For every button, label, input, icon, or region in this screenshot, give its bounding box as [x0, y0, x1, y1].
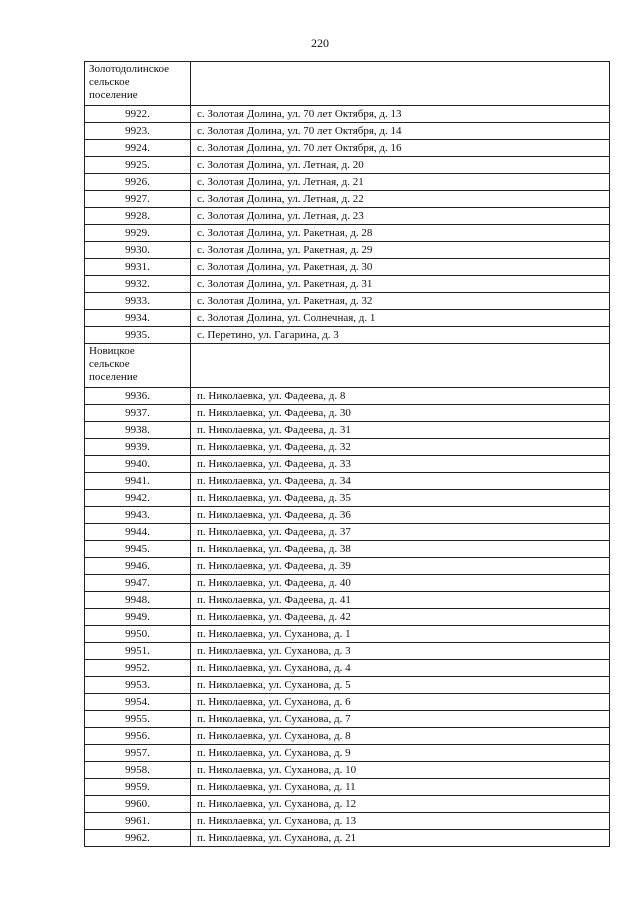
row-address: п. Николаевка, ул. Фадеева, д. 8 — [191, 388, 610, 405]
table-body — [85, 62, 610, 847]
table-row — [85, 507, 610, 524]
row-address: с. Перетино, ул. Гагарина, д. 3 — [191, 327, 610, 344]
row-address: п. Николаевка, ул. Фадеева, д. 42 — [191, 609, 610, 626]
row-number: 9958. — [85, 762, 191, 779]
row-address: п. Николаевка, ул. Суханова, д. 12 — [191, 796, 610, 813]
row-address: с. Золотая Долина, ул. Ракетная, д. 32 — [191, 293, 610, 310]
row-number: 9934. — [85, 310, 191, 327]
table-row — [85, 490, 610, 507]
row-number: 9931. — [85, 259, 191, 276]
table-row — [85, 208, 610, 225]
row-address: с. Золотая Долина, ул. Ракетная, д. 28 — [191, 225, 610, 242]
row-address: п. Николаевка, ул. Фадеева, д. 34 — [191, 473, 610, 490]
row-number: 9938. — [85, 422, 191, 439]
table-row — [85, 473, 610, 490]
row-number: 9959. — [85, 779, 191, 796]
row-number: 9946. — [85, 558, 191, 575]
row-number: 9937. — [85, 405, 191, 422]
row-address: с. Золотая Долина, ул. Солнечная, д. 1 — [191, 310, 610, 327]
table-row — [85, 388, 610, 405]
row-number: 9925. — [85, 157, 191, 174]
row-address: с. Золотая Долина, ул. 70 лет Октября, д. 13 — [191, 106, 610, 123]
row-address: п. Николаевка, ул. Фадеева, д. 41 — [191, 592, 610, 609]
table-row — [85, 140, 610, 157]
row-number: 9928. — [85, 208, 191, 225]
table-row — [85, 276, 610, 293]
table-row — [85, 779, 610, 796]
row-number: 9932. — [85, 276, 191, 293]
row-address: п. Николаевка, ул. Суханова, д. 1 — [191, 626, 610, 643]
table-row — [85, 456, 610, 473]
row-number: 9922. — [85, 106, 191, 123]
table-row — [85, 106, 610, 123]
row-number: 9940. — [85, 456, 191, 473]
row-number: 9957. — [85, 745, 191, 762]
row-address: п. Николаевка, ул. Суханова, д. 10 — [191, 762, 610, 779]
table-row — [85, 157, 610, 174]
row-number: 9950. — [85, 626, 191, 643]
row-number: 9939. — [85, 439, 191, 456]
table-row — [85, 626, 610, 643]
table-row — [85, 711, 610, 728]
row-number: 9941. — [85, 473, 191, 490]
row-number: 9948. — [85, 592, 191, 609]
row-address: п. Николаевка, ул. Фадеева, д. 37 — [191, 524, 610, 541]
table-row — [85, 242, 610, 259]
section-empty-cell — [191, 344, 610, 388]
table-row — [85, 762, 610, 779]
section-name: Новицкое сельское поселение — [85, 344, 191, 388]
row-number: 9929. — [85, 225, 191, 242]
row-address: с. Золотая Долина, ул. 70 лет Октября, д. 14 — [191, 123, 610, 140]
row-number: 9923. — [85, 123, 191, 140]
table-row — [85, 796, 610, 813]
row-address: п. Николаевка, ул. Суханова, д. 9 — [191, 745, 610, 762]
row-number: 9927. — [85, 191, 191, 208]
row-address: п. Николаевка, ул. Суханова, д. 7 — [191, 711, 610, 728]
table-row — [85, 524, 610, 541]
row-number: 9943. — [85, 507, 191, 524]
table-row — [85, 558, 610, 575]
row-number: 9933. — [85, 293, 191, 310]
table-row — [85, 191, 610, 208]
row-number: 9942. — [85, 490, 191, 507]
table-row — [85, 677, 610, 694]
row-address: п. Николаевка, ул. Фадеева, д. 36 — [191, 507, 610, 524]
table-row — [85, 728, 610, 745]
table-row — [85, 123, 610, 140]
section-header-row — [85, 62, 610, 106]
section-header-row — [85, 344, 610, 388]
row-address: п. Николаевка, ул. Фадеева, д. 40 — [191, 575, 610, 592]
row-address: п. Николаевка, ул. Суханова, д. 8 — [191, 728, 610, 745]
row-number: 9962. — [85, 830, 191, 847]
row-address: с. Золотая Долина, ул. Ракетная, д. 31 — [191, 276, 610, 293]
row-number: 9955. — [85, 711, 191, 728]
table-row — [85, 643, 610, 660]
row-number: 9961. — [85, 813, 191, 830]
table-row — [85, 575, 610, 592]
section-name: Золотодолинское сельское поселение — [85, 62, 191, 106]
row-address: с. Золотая Долина, ул. Летная, д. 20 — [191, 157, 610, 174]
table-row — [85, 327, 610, 344]
row-address: п. Николаевка, ул. Суханова, д. 6 — [191, 694, 610, 711]
table-row — [85, 259, 610, 276]
table-row — [85, 660, 610, 677]
row-address: п. Николаевка, ул. Фадеева, д. 39 — [191, 558, 610, 575]
table-row — [85, 813, 610, 830]
table-row — [85, 541, 610, 558]
row-address: с. Золотая Долина, ул. Ракетная, д. 29 — [191, 242, 610, 259]
row-address: п. Николаевка, ул. Фадеева, д. 31 — [191, 422, 610, 439]
row-address: п. Николаевка, ул. Суханова, д. 3 — [191, 643, 610, 660]
row-address: п. Николаевка, ул. Фадеева, д. 32 — [191, 439, 610, 456]
table-row — [85, 310, 610, 327]
row-address: с. Золотая Долина, ул. Летная, д. 21 — [191, 174, 610, 191]
table-row — [85, 745, 610, 762]
row-number: 9953. — [85, 677, 191, 694]
table-row — [85, 422, 610, 439]
table-row — [85, 405, 610, 422]
row-address: п. Николаевка, ул. Фадеева, д. 33 — [191, 456, 610, 473]
row-address: п. Николаевка, ул. Суханова, д. 11 — [191, 779, 610, 796]
row-number: 9951. — [85, 643, 191, 660]
page-number: 220 — [311, 36, 329, 50]
row-number: 9936. — [85, 388, 191, 405]
row-number: 9949. — [85, 609, 191, 626]
row-address: с. Золотая Долина, ул. Ракетная, д. 30 — [191, 259, 610, 276]
table-row — [85, 830, 610, 847]
row-address: п. Николаевка, ул. Фадеева, д. 38 — [191, 541, 610, 558]
row-number: 9924. — [85, 140, 191, 157]
table-row — [85, 293, 610, 310]
row-number: 9960. — [85, 796, 191, 813]
section-empty-cell — [191, 62, 610, 106]
table-row — [85, 592, 610, 609]
row-address: п. Николаевка, ул. Суханова, д. 21 — [191, 830, 610, 847]
row-address: п. Николаевка, ул. Суханова, д. 5 — [191, 677, 610, 694]
table-row — [85, 174, 610, 191]
table-row — [85, 439, 610, 456]
row-address: п. Николаевка, ул. Фадеева, д. 30 — [191, 405, 610, 422]
table-row — [85, 225, 610, 242]
row-number: 9952. — [85, 660, 191, 677]
row-number: 9945. — [85, 541, 191, 558]
row-number: 9926. — [85, 174, 191, 191]
address-registry-table — [84, 61, 610, 847]
row-address: п. Николаевка, ул. Суханова, д. 13 — [191, 813, 610, 830]
row-address: с. Золотая Долина, ул. Летная, д. 23 — [191, 208, 610, 225]
row-number: 9954. — [85, 694, 191, 711]
row-number: 9947. — [85, 575, 191, 592]
row-number: 9930. — [85, 242, 191, 259]
row-address: с. Золотая Долина, ул. 70 лет Октября, д. 16 — [191, 140, 610, 157]
row-address: п. Николаевка, ул. Фадеева, д. 35 — [191, 490, 610, 507]
row-number: 9944. — [85, 524, 191, 541]
row-number: 9935. — [85, 327, 191, 344]
row-address: с. Золотая Долина, ул. Летная, д. 22 — [191, 191, 610, 208]
table-row — [85, 694, 610, 711]
row-number: 9956. — [85, 728, 191, 745]
table-row — [85, 609, 610, 626]
row-address: п. Николаевка, ул. Суханова, д. 4 — [191, 660, 610, 677]
